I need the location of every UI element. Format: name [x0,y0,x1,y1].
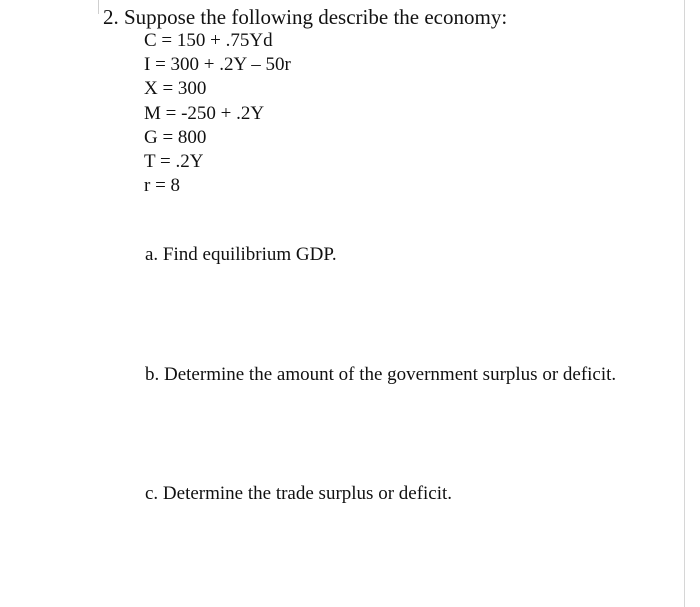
question-part-a: a. Find equilibrium GDP. [145,244,337,265]
equation-interest-rate: r = 8 [144,175,181,197]
question-part-c: c. Determine the trade surplus or deficit. [145,483,453,504]
equation-consumption: C = 150 + .75Yd [144,30,273,51]
question-part-b: b. Determine the amount of the government surplus or deficit. [145,364,617,385]
page-edge-line [684,0,685,607]
equation-government-spending: G = 800 [144,126,207,148]
page-edge-line [98,0,99,14]
question-title: 2. Suppose the following describe the economy: [103,5,508,29]
equation-investment: I = 300 + .2Y – 50r [144,54,291,76]
equation-taxes: T = .2Y [144,150,204,172]
equation-list [144,29,291,198]
equation-exports: X = 300 [144,78,207,100]
equation-imports: M = -250 + .2Y [144,102,265,124]
